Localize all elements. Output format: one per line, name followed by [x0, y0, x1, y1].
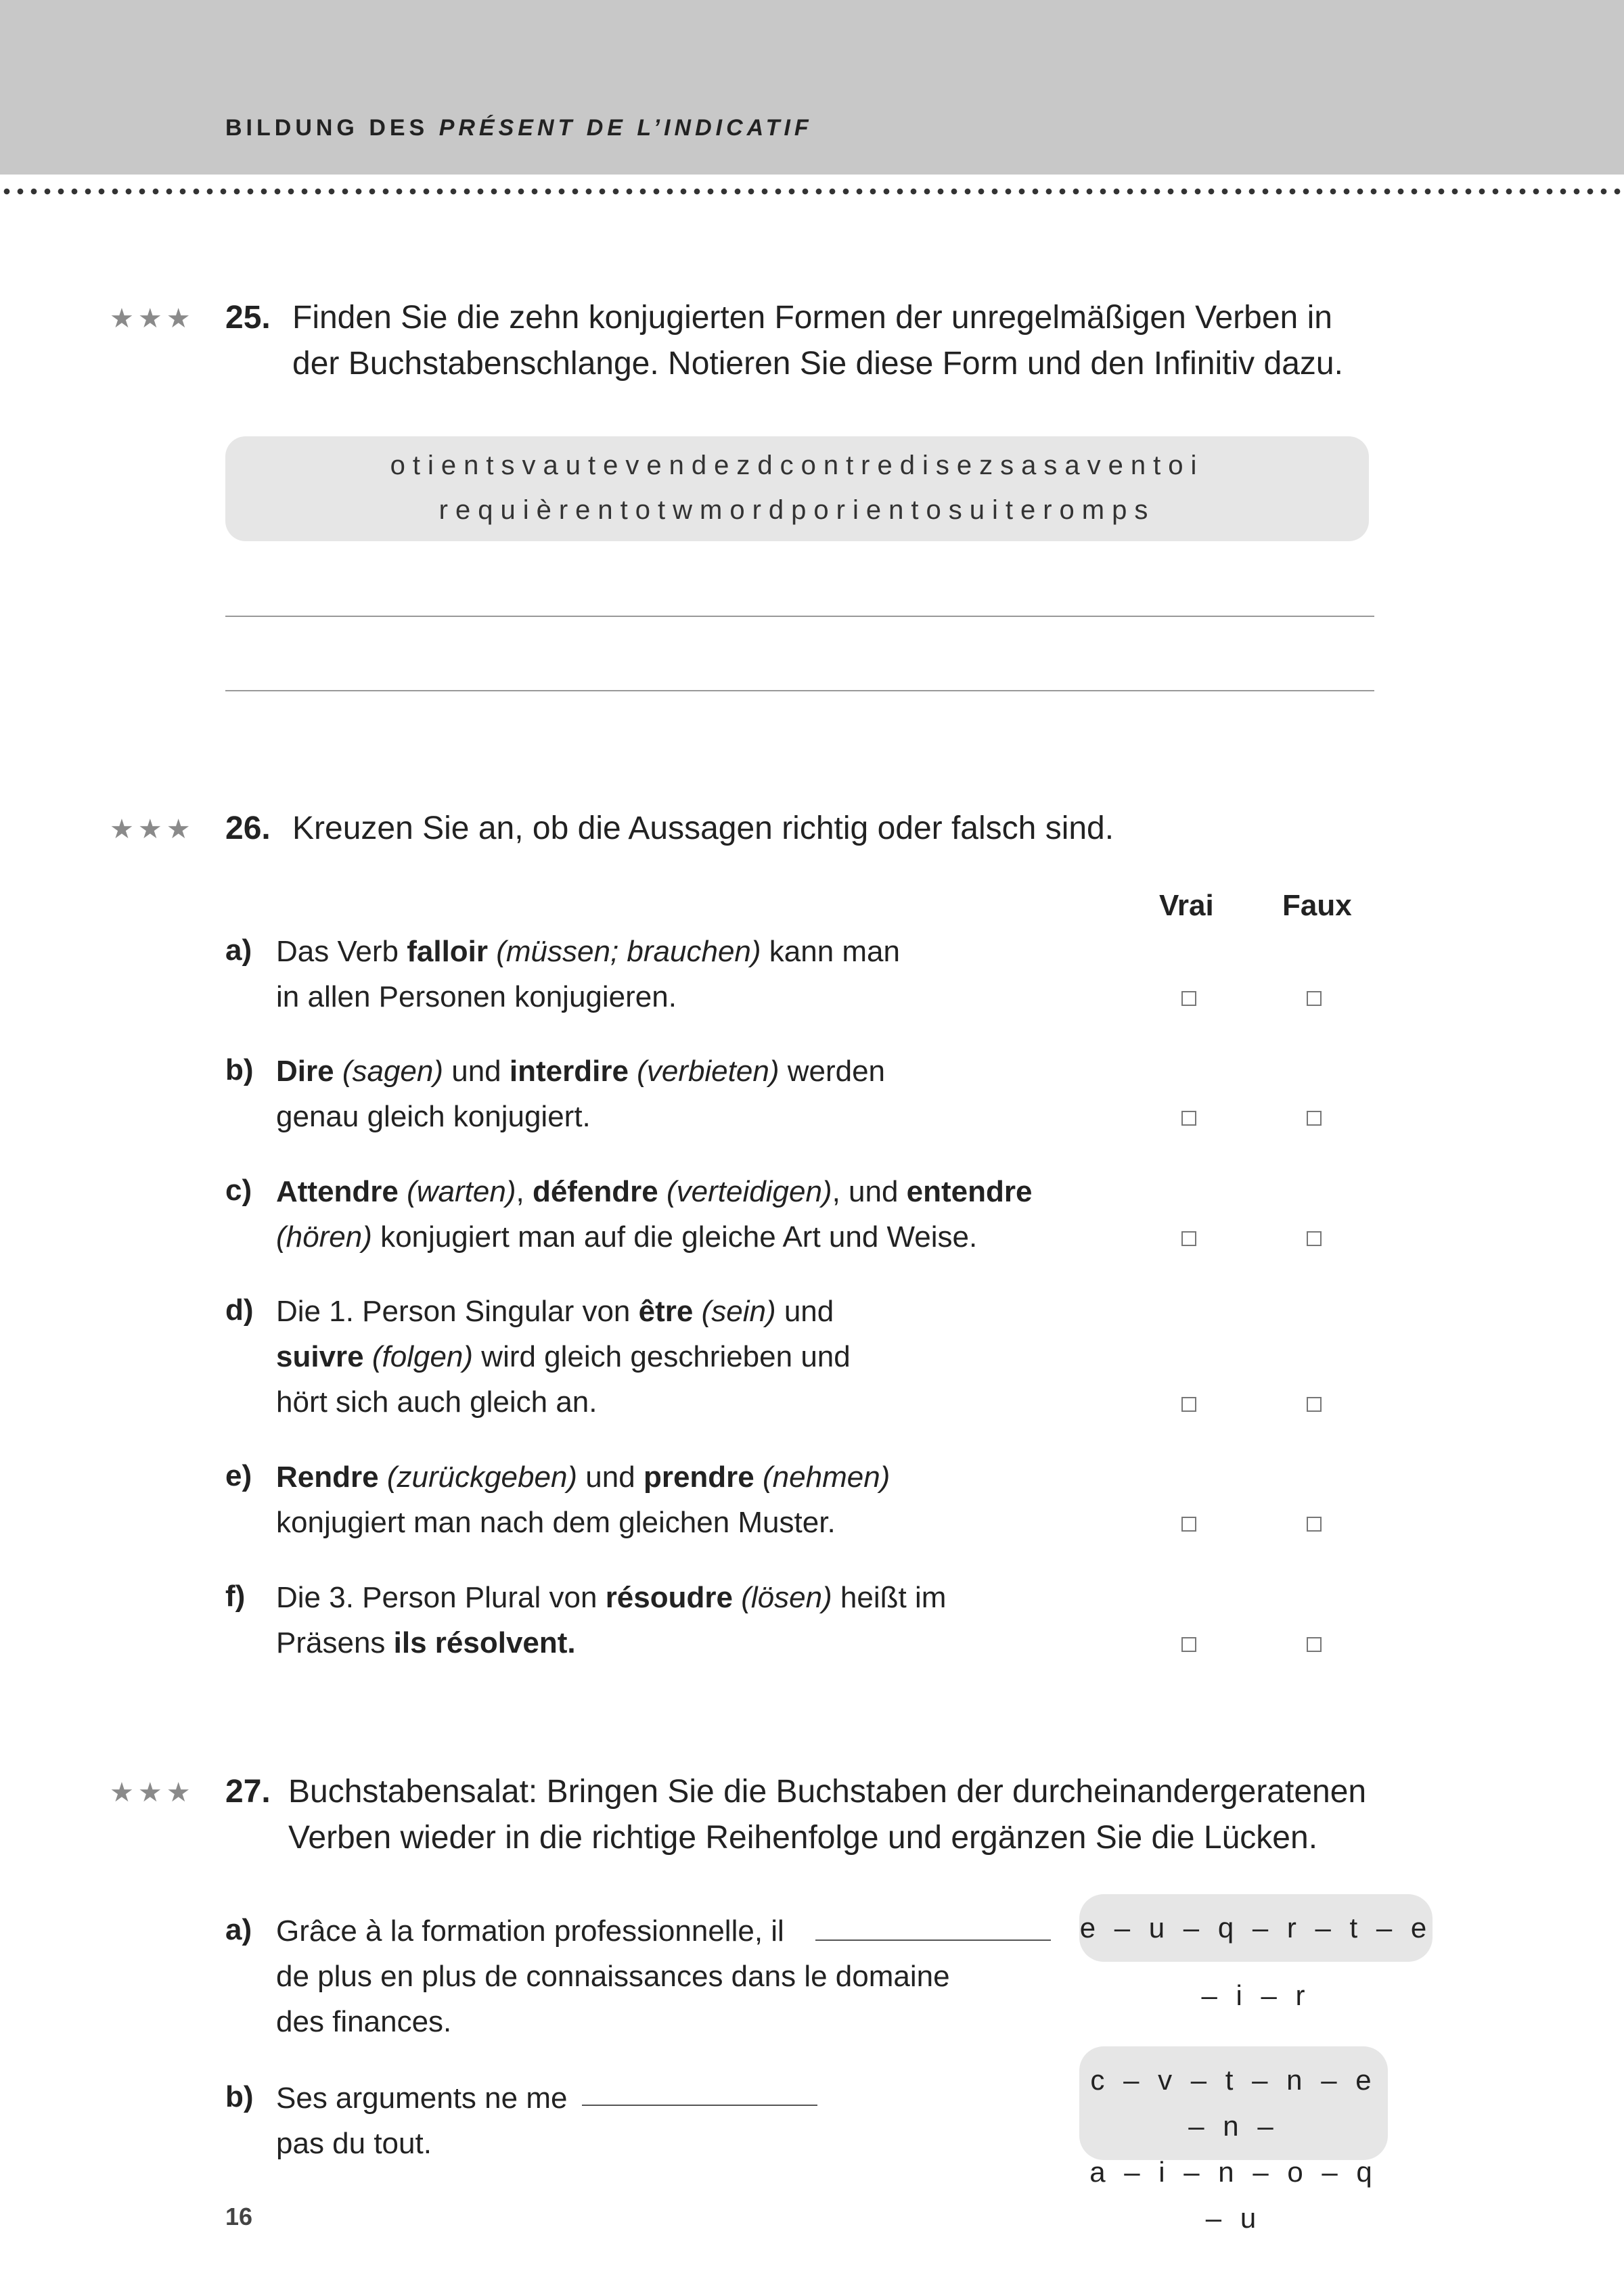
statement-d: Die 1. Person Singular von être (sein) und suivre (folgen) wird gleich geschrieben und hört sich auch gleich an. — [276, 1295, 851, 1419]
checkbox-faux-e[interactable] — [1307, 1517, 1322, 1532]
dotted-divider — [0, 187, 1624, 196]
scramble-b: c – v – t – n – e – n – a – i – n – o – q – u — [1079, 2046, 1388, 2160]
exercise-26-instruction: Kreuzen Sie an, ob die Aussagen richtig oder falsch sind. — [292, 810, 1114, 846]
exercise-27-instruction: Buchstabensalat: Bringen Sie die Buchstaben der durcheinandergeratenen Verben wieder in die richtige Reihenfolge und ergänzen Sie die Lücken. — [288, 1774, 1367, 1856]
letter-snake-line-2: requièrentotwmordporientosuiteromps — [438, 495, 1156, 525]
column-vrai: Vrai — [1159, 889, 1214, 922]
chapter-title: BILDUNG DES PRÉSENT DE L’INDICATIF — [225, 115, 813, 141]
answer-line-2[interactable] — [225, 690, 1374, 691]
checkbox-faux-b[interactable] — [1307, 1111, 1322, 1126]
difficulty-stars-25: ★★★ — [110, 304, 195, 334]
exercise-25-instruction: Finden Sie die zehn konjugierten Formen der unregelmäßigen Verben in der Buchstabenschlange. Notieren Sie diese Form und den Infinitiv dazu. — [292, 300, 1343, 382]
blank-a[interactable] — [815, 1939, 1051, 1941]
sentence-b: Ses arguments ne me pas du tout. — [276, 2082, 568, 2160]
checkbox-vrai-a[interactable] — [1181, 991, 1196, 1006]
statement-a: Das Verb falloir (müssen; brauchen) kann man in allen Personen konjugieren. — [276, 935, 901, 1013]
checkbox-vrai-c[interactable] — [1181, 1231, 1196, 1246]
statement-f: Die 3. Person Plural von résoudre (lösen) heißt im Präsens ils résolvent. — [276, 1581, 947, 1659]
exercise-26-number: 26. — [225, 810, 271, 846]
exercise-27-number: 27. — [225, 1774, 271, 1810]
item-label: b) — [225, 1053, 254, 1086]
scramble-a: e – u – q – r – t – e – i – r — [1079, 1894, 1433, 1962]
item-label: e) — [225, 1459, 252, 1492]
answer-line-1[interactable] — [225, 616, 1374, 617]
checkbox-faux-f[interactable] — [1307, 1637, 1322, 1652]
checkbox-vrai-d[interactable] — [1181, 1397, 1196, 1412]
exercise-25-number: 25. — [225, 300, 271, 336]
letter-snake-line-1: otientsvautevendezdcontredisezsasaventoi — [390, 451, 1204, 480]
item-label: b) — [225, 2080, 254, 2113]
statement-c: Attendre (warten), défendre (verteidigen), und entendre (hören) konjugiert man auf die gleiche Art und Weise. — [276, 1175, 1033, 1254]
column-faux: Faux — [1282, 889, 1352, 922]
difficulty-stars-27: ★★★ — [110, 1778, 195, 1808]
item-label: f) — [225, 1580, 246, 1613]
blank-b[interactable] — [582, 2105, 817, 2106]
checkbox-vrai-b[interactable] — [1181, 1111, 1196, 1126]
item-label: d) — [225, 1293, 254, 1327]
checkbox-vrai-e[interactable] — [1181, 1517, 1196, 1532]
item-label: c) — [225, 1174, 252, 1207]
statement-b: Dire (sagen) und interdire (verbieten) werden genau gleich konjugiert. — [276, 1055, 886, 1133]
page-number: 16 — [225, 2203, 253, 2230]
checkbox-faux-c[interactable] — [1307, 1231, 1322, 1246]
item-label: a) — [225, 934, 252, 967]
sentence-a: Grâce à la formation professionnelle, il de plus en plus de connaissances dans le domaine des finances. — [276, 1914, 950, 2038]
item-label: a) — [225, 1913, 252, 1946]
checkbox-faux-d[interactable] — [1307, 1397, 1322, 1412]
statement-e: Rendre (zurückgeben) und prendre (nehmen) konjugiert man nach dem gleichen Muster. — [276, 1461, 890, 1539]
page-header — [0, 0, 1624, 175]
checkbox-faux-a[interactable] — [1307, 991, 1322, 1006]
checkbox-vrai-f[interactable] — [1181, 1637, 1196, 1652]
difficulty-stars-26: ★★★ — [110, 814, 195, 844]
letter-snake — [225, 436, 1369, 541]
